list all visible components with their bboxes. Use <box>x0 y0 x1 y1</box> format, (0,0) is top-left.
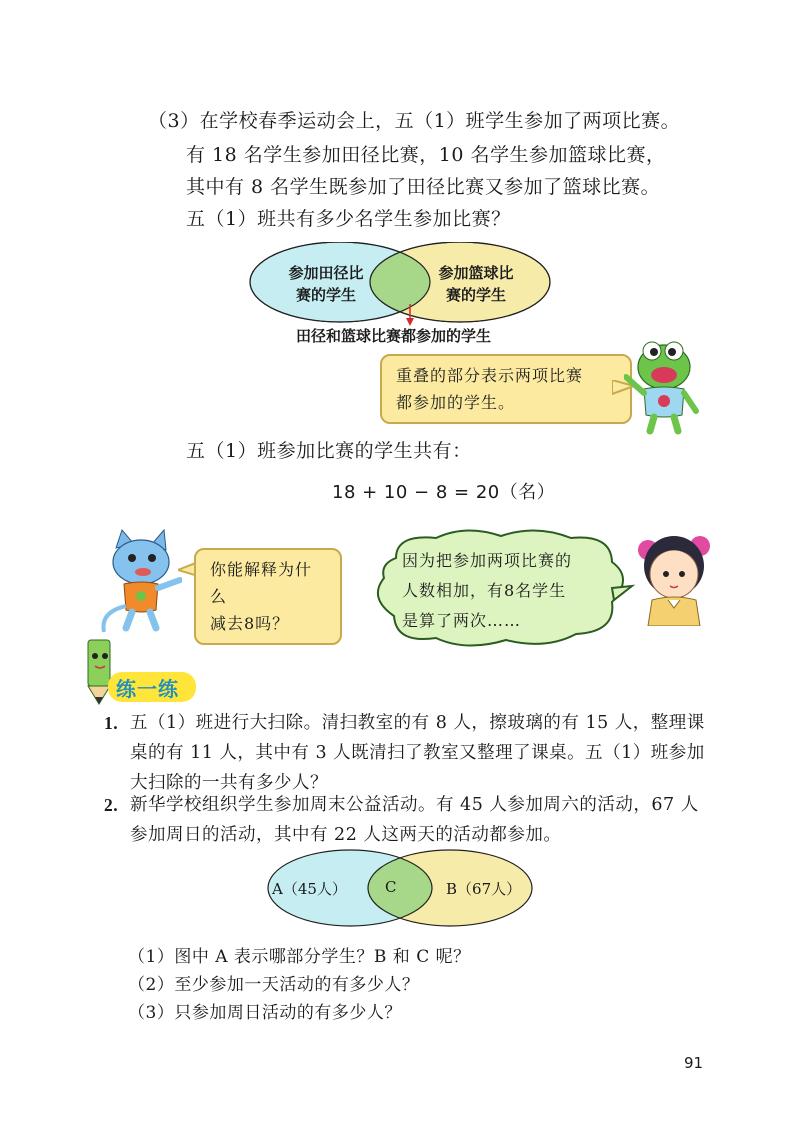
exercise-1 <box>104 708 744 798</box>
exercise-2 <box>104 790 744 850</box>
venn-left-label-line-1: 参加田径比 <box>288 264 364 282</box>
exercise-2-text: 新华学校组织学生参加周末公益活动。有 45 人参加周六的活动，67 人 参加周日的活动，其中有 22 人这两天的活动都参加。 <box>130 795 699 845</box>
sub-question-1: （1）图中 A 表示哪部分学生？B 和 C 呢？ <box>128 947 471 967</box>
frog-bubble-line-1: 重叠的部分表示两项比赛 <box>396 366 584 385</box>
venn-right-label-line-2: 赛的学生 <box>445 286 506 304</box>
example-3-line-4: 五（1）班共有多少名学生参加比赛？ <box>186 208 511 230</box>
example-3-line-1: （3）在学校春季运动会上，五（1）班学生参加了两项比赛。 <box>148 110 681 132</box>
venn-left-label <box>286 262 366 306</box>
venn-a-label: A（45人） <box>272 880 347 898</box>
venn-right-label-line-1: 参加篮球比 <box>438 264 514 282</box>
cat-bubble-line-2: 减去8吗？ <box>210 614 290 633</box>
solution-equation: 18 + 10 − 8 = 20（名） <box>332 482 556 503</box>
girl-cloud-text <box>402 546 572 636</box>
venn-b-label: B（67人） <box>446 880 522 898</box>
frog-character-illustration <box>624 335 704 435</box>
practice-title: 练一练 <box>116 677 179 701</box>
venn-overlap-caption: 田径和篮球比赛都参加的学生 <box>296 327 492 345</box>
girl-character-illustration <box>634 526 714 626</box>
page-number: 91 <box>684 1054 704 1072</box>
girl-cloud-line-3: 是算了两次…… <box>402 611 522 630</box>
girl-cloud-line-2: 人数相加，有8名学生 <box>402 581 567 600</box>
exercise-1-number: 1. <box>104 713 119 733</box>
cat-bubble-line-1: 你能解释为什么 <box>210 560 313 606</box>
venn-c-label: C <box>385 878 397 896</box>
sub-question-2: （2）至少参加一天活动的有多少人？ <box>128 975 420 995</box>
girl-cloud-line-1: 因为把参加两项比赛的 <box>402 551 573 570</box>
exercise-2-number: 2. <box>104 795 119 815</box>
exercise-1-text: 五（1）班进行大扫除。清扫教室的有 8 人，擦玻璃的有 15 人，整理课 桌的有 11 人，其中有 3 人既清扫了教室又整理了课桌。五（1）班参加 大扫除的一共有多少人？ <box>130 713 705 793</box>
solution-intro: 五（1）班参加比赛的学生共有： <box>186 440 472 462</box>
frog-bubble-line-2: 都参加的学生。 <box>396 393 516 412</box>
frog-speech-bubble <box>380 354 632 424</box>
sub-question-3: （3）只参加周日活动的有多少人？ <box>128 1003 402 1023</box>
example-3-line-3: 其中有 8 名学生既参加了田径比赛又参加了篮球比赛。 <box>186 176 661 198</box>
cat-speech-bubble <box>194 548 342 645</box>
venn-right-label <box>436 262 516 306</box>
venn-left-label-line-2: 赛的学生 <box>295 286 356 304</box>
cat-character-illustration <box>96 528 182 638</box>
example-3-line-2: 有 18 名学生参加田径比赛，10 名学生参加篮球比赛， <box>186 144 666 166</box>
